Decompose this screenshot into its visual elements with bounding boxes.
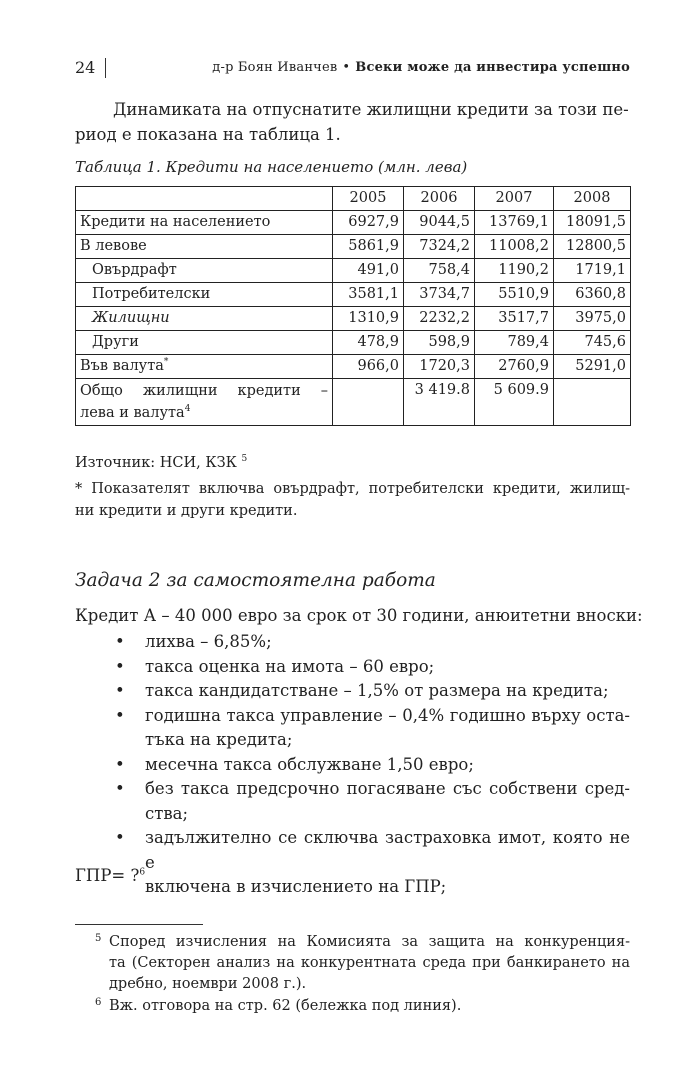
footnote-number: 6 bbox=[95, 997, 102, 1008]
table-cell: 758,4 bbox=[404, 259, 475, 283]
table-cell: 1720,3 bbox=[404, 355, 475, 379]
table-cell: 3734,7 bbox=[404, 283, 475, 307]
footnote bbox=[75, 996, 630, 1017]
table-row bbox=[76, 211, 631, 235]
list-item-text: задължително се сключва застраховка имот, която не е bbox=[145, 828, 630, 872]
table-note bbox=[75, 478, 630, 522]
table-cell: 5291,0 bbox=[554, 355, 631, 379]
table-cell: 3975,0 bbox=[554, 307, 631, 331]
table-cell: 3581,1 bbox=[333, 283, 404, 307]
footnote-line: та (Секторен анализ на конкурентната среда при банкирането на bbox=[109, 955, 630, 971]
table-cell: 11008,2 bbox=[475, 235, 554, 259]
footnote-rule bbox=[75, 924, 203, 925]
row-label bbox=[76, 355, 333, 379]
list-item bbox=[75, 826, 630, 900]
table-cell: 13769,1 bbox=[475, 211, 554, 235]
note-line: * Показателят включва овърдрафт, потребителски кредити, жилищ- bbox=[75, 481, 630, 497]
table-row bbox=[76, 235, 631, 259]
footnote-line: дребно, ноември 2008 г.). bbox=[109, 976, 307, 992]
header-author: д-р Боян Иванчев bbox=[212, 60, 338, 75]
table-cell: 598,9 bbox=[404, 331, 475, 355]
table-header-cell: 2005 bbox=[333, 187, 404, 211]
table-cell: 9044,5 bbox=[404, 211, 475, 235]
table-header-cell: 2008 bbox=[554, 187, 631, 211]
list-item-text: такса оценка на имота – 60 евро; bbox=[145, 656, 435, 676]
bullet: • bbox=[115, 705, 125, 725]
table-cell: 7324,2 bbox=[404, 235, 475, 259]
table-cell: 2760,9 bbox=[475, 355, 554, 379]
footnote-marker: 4 bbox=[184, 404, 191, 415]
apr-question bbox=[75, 866, 145, 885]
row-label: Потребителски bbox=[76, 283, 333, 307]
list-item-text: годишна такса управление – 0,4% годишно върху оста- bbox=[145, 705, 630, 725]
table-row bbox=[76, 355, 631, 379]
row-label bbox=[76, 379, 333, 426]
table-row bbox=[76, 307, 631, 331]
list-item bbox=[75, 679, 630, 704]
list-item-text: включена в изчислението на ГПР; bbox=[145, 877, 447, 896]
row-label-line: Общо жилищни кредити – bbox=[80, 383, 328, 399]
footnote-number: 5 bbox=[95, 933, 102, 944]
source-text: Източник: НСИ, КЗК bbox=[75, 455, 237, 471]
table-cell: 3 419.8 bbox=[404, 379, 475, 426]
table-cell bbox=[554, 379, 631, 426]
table-cell: 2232,2 bbox=[404, 307, 475, 331]
bullet: • bbox=[115, 779, 125, 798]
intro-paragraph bbox=[75, 97, 630, 147]
bullet: • bbox=[115, 828, 125, 847]
list-item-text: лихва – 6,85%; bbox=[145, 632, 272, 651]
table-row bbox=[76, 379, 631, 426]
running-header bbox=[75, 58, 630, 84]
table-header-cell: 2007 bbox=[475, 187, 554, 211]
table-cell: 6360,8 bbox=[554, 283, 631, 307]
table-cell: 18091,5 bbox=[554, 211, 631, 235]
apr-text: ГПР= ? bbox=[75, 866, 140, 885]
table-cell: 12800,5 bbox=[554, 235, 631, 259]
header-divider bbox=[105, 58, 106, 78]
list-item bbox=[75, 655, 630, 680]
table-row bbox=[76, 331, 631, 355]
list-item-text: без такса предсрочно погасяване със собствени сред- bbox=[145, 779, 630, 798]
table-header-cell: 2006 bbox=[404, 187, 475, 211]
table-cell: 966,0 bbox=[333, 355, 404, 379]
table-cell: 1719,1 bbox=[554, 259, 631, 283]
table-source bbox=[75, 455, 247, 471]
table-caption: Таблица 1. Кредити на населението (млн. лева) bbox=[75, 158, 468, 176]
row-label-line: лева и валута bbox=[80, 405, 185, 421]
table-cell: 3517,7 bbox=[475, 307, 554, 331]
list-item-text: месечна такса обслужване 1,50 евро; bbox=[145, 754, 474, 774]
list-item-text: такса кандидатстване – 1,5% от размера на кредита; bbox=[145, 681, 609, 700]
task-intro: Кредит А – 40 000 евро за срок от 30 години, анюитетни вноски: bbox=[75, 606, 643, 625]
table-cell: 5 609.9 bbox=[475, 379, 554, 426]
row-label: Овърдрафт bbox=[76, 259, 333, 283]
footnote-marker: * bbox=[163, 357, 169, 368]
bullet: • bbox=[115, 656, 125, 676]
row-label: Други bbox=[76, 331, 333, 355]
bullet: • bbox=[115, 681, 125, 700]
credits-table bbox=[75, 186, 631, 426]
list-item bbox=[75, 753, 630, 778]
table-cell: 789,4 bbox=[475, 331, 554, 355]
table-cell: 5510,9 bbox=[475, 283, 554, 307]
table-cell: 5861,9 bbox=[333, 235, 404, 259]
table-cell: 1190,2 bbox=[475, 259, 554, 283]
task-heading: Задача 2 за самостоятелна работа bbox=[75, 570, 436, 591]
table-cell: 478,9 bbox=[333, 331, 404, 355]
intro-line: риод е показана на таблица 1. bbox=[75, 125, 341, 144]
row-label: В левове bbox=[76, 235, 333, 259]
header-text bbox=[212, 60, 630, 75]
list-item bbox=[75, 704, 630, 753]
list-item-text: ства; bbox=[145, 803, 189, 823]
table-row bbox=[76, 259, 631, 283]
header-separator: • bbox=[342, 60, 351, 75]
note-line: ни кредити и други кредити. bbox=[75, 503, 298, 519]
list-item-text: тъка на кредита; bbox=[145, 730, 293, 749]
footnote-line: Според изчисления на Комисията за защита на конкуренция- bbox=[109, 934, 630, 950]
header-book-title: Всеки може да инвестира успешно bbox=[355, 60, 630, 75]
list-item bbox=[75, 630, 630, 655]
row-label: Кредити на населението bbox=[76, 211, 333, 235]
bullet: • bbox=[115, 754, 125, 774]
row-label-text: Във валута bbox=[80, 358, 164, 374]
conditions-list bbox=[75, 630, 630, 900]
footnote-marker: 5 bbox=[241, 454, 248, 465]
bullet: • bbox=[115, 632, 125, 651]
footnote-marker: 6 bbox=[139, 867, 146, 878]
table-header-row bbox=[76, 187, 631, 211]
list-item bbox=[75, 777, 630, 826]
row-label: Жилищни bbox=[76, 307, 333, 331]
footnote-line: Вж. отговора на стр. 62 (бележка под линия). bbox=[109, 998, 462, 1014]
page-number: 24 bbox=[75, 58, 96, 77]
intro-line: Динамиката на отпуснатите жилищни кредити за този пе- bbox=[113, 100, 629, 119]
table-cell: 6927,9 bbox=[333, 211, 404, 235]
table-row bbox=[76, 283, 631, 307]
table-cell: 1310,9 bbox=[333, 307, 404, 331]
footnote bbox=[75, 932, 630, 995]
table-corner-cell bbox=[76, 187, 333, 211]
table-cell bbox=[333, 379, 404, 426]
table-cell: 745,6 bbox=[554, 331, 631, 355]
table-cell: 491,0 bbox=[333, 259, 404, 283]
